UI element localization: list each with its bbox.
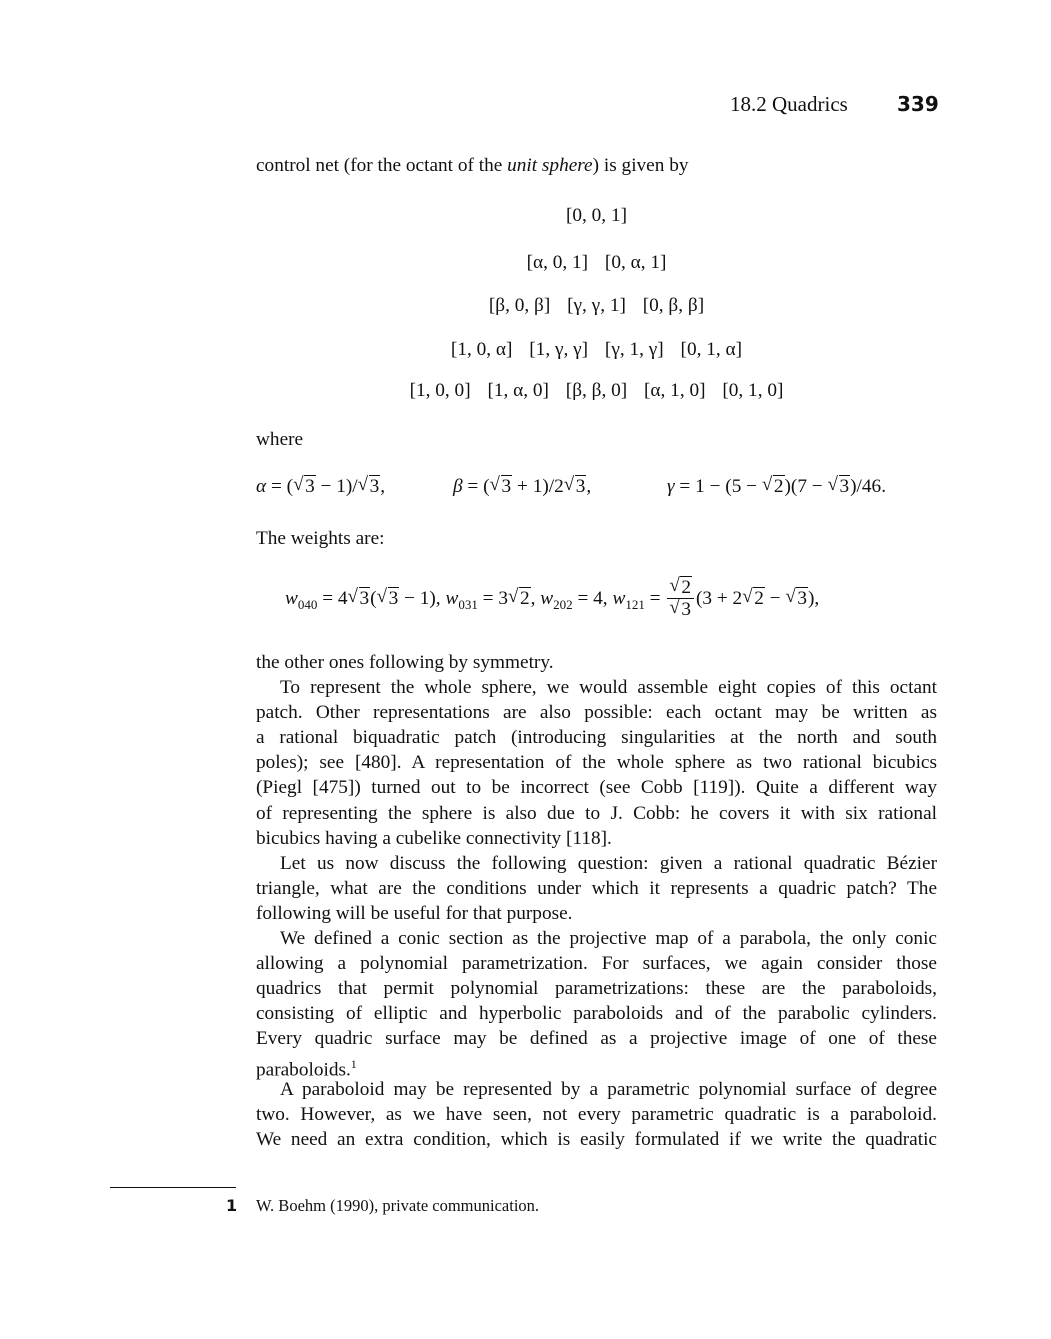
eq-text: = 1 − (5 − — [674, 476, 762, 497]
paragraph-line: Let us now discuss the following question: given a rational quadratic Bézier — [280, 852, 937, 874]
sqrt — [743, 588, 765, 610]
fraction-denominator — [667, 599, 694, 621]
sqrt — [565, 476, 587, 498]
w-symbol: w — [540, 587, 554, 609]
paragraph-line: of representing the sphere is also due to J. Cobb: he covers it with six rational — [256, 802, 937, 824]
radicand: 3 — [797, 587, 807, 609]
sqrt — [670, 599, 692, 621]
radicand: 3 — [681, 599, 691, 620]
eq-text: = — [644, 587, 666, 609]
weights-intro: The weights are: — [256, 528, 385, 549]
control-point: [β, β, 0] — [565, 380, 628, 401]
eq-text: = 4 — [317, 587, 348, 609]
eq-text: (3 + 2 — [695, 587, 743, 609]
sqrt — [670, 578, 692, 598]
paragraph-text: paraboloids. — [256, 1058, 351, 1080]
radicand: 2 — [519, 587, 530, 609]
w-symbol: w — [445, 587, 459, 609]
footnote-number: 1 — [226, 1196, 238, 1215]
paragraph-line: We need an extra condition, which is easily formulated if we write the quadratic — [256, 1128, 937, 1150]
paragraph-line: a rational biquadratic patch (introducing singularities at the north and south — [256, 727, 937, 749]
intro-line — [256, 155, 689, 177]
paragraph-line: bicubics having a cubelike connectivity [118]. — [256, 827, 612, 849]
intro-text-after: ) is given by — [592, 155, 689, 176]
alpha-symbol: α — [256, 476, 267, 497]
sqrt — [786, 588, 808, 610]
paragraph-line: triangle, what are the conditions under which it represents a quadric patch? The — [256, 877, 937, 899]
eq-text: − 1)/ — [315, 476, 358, 497]
eq-text: = ( — [266, 476, 294, 497]
control-point: [0, 1, 0] — [722, 380, 784, 401]
radicand: 2 — [754, 587, 764, 609]
beta-definition — [453, 476, 591, 498]
footnote-rule — [110, 1187, 236, 1188]
paragraph-line: two. However, as we have seen, not every parametric quadratic is a paraboloid. — [256, 1103, 937, 1125]
paragraph-line: consisting of elliptic and hyperbolic paraboloids and of the parabolic cylinders. — [256, 1003, 937, 1025]
body-text — [256, 650, 937, 1152]
w-symbol: w — [285, 587, 298, 609]
radicand: 2 — [773, 476, 784, 497]
paragraph-line: Every quadric surface may be defined as a projective image of one of these — [256, 1028, 937, 1050]
control-point: [1, 0, 0] — [409, 380, 471, 401]
control-point: [α, 0, 1] — [526, 252, 589, 273]
sqrt — [294, 476, 316, 498]
w-symbol: w — [612, 587, 626, 609]
radicand: 3 — [388, 587, 399, 609]
paragraph-line: We defined a conic section as the projective map of a parabola, the only conic — [280, 928, 937, 950]
eq-text: ), — [807, 587, 820, 609]
sqrt — [378, 588, 400, 610]
paragraph-line — [256, 1052, 937, 1080]
eq-text: + 1)/2 — [512, 476, 564, 497]
control-point: [1, α, 0] — [487, 380, 549, 401]
paragraph-line: poles); see [480]. A representation of the whole sphere as two rational bicubics — [256, 752, 937, 774]
subscript: 040 — [297, 596, 318, 612]
control-point: [γ, 1, γ] — [604, 339, 664, 360]
control-net-row-1 — [256, 205, 937, 227]
footnote-text: W. Boehm (1990), private communication. — [256, 1196, 540, 1215]
weights-equation — [285, 578, 819, 621]
radicand: 3 — [575, 476, 586, 497]
eq-text: − — [764, 587, 786, 609]
intro-emphasis: unit sphere — [507, 155, 593, 176]
page-number: 339 — [897, 92, 939, 116]
running-header-title: 18.2 Quadrics — [730, 92, 848, 116]
paragraph-line: quadrics that permit polynomial parametrizations: these are the paraboloids, — [256, 978, 937, 1000]
control-point: [0, 1, α] — [680, 339, 743, 360]
radicand: 3 — [369, 476, 380, 497]
control-net-row-4 — [256, 339, 937, 361]
sqrt — [359, 476, 381, 498]
eq-text: = ( — [462, 476, 490, 497]
radicand: 3 — [501, 476, 512, 497]
eq-text: = 3 — [477, 587, 508, 609]
radicand: 3 — [359, 587, 370, 609]
subscript: 031 — [458, 596, 478, 612]
eq-text: )(7 − — [784, 476, 828, 497]
eq-text: = 4, — [572, 587, 613, 609]
footnote-marker: 1 — [350, 1056, 357, 1071]
control-point: [α, 1, 0] — [644, 380, 706, 401]
subscript: 121 — [625, 596, 645, 612]
paragraph-line: (Piegl [475]) turned out to be incorrect (see Cobb [119]). Quite a different way — [256, 777, 937, 799]
sqrt — [509, 588, 531, 610]
radicand: 3 — [839, 476, 850, 497]
paragraph-line: following will be useful for that purpose. — [256, 902, 573, 924]
paragraph-line: allowing a polynomial parametrization. For surfaces, we again consider those — [256, 953, 937, 975]
fraction — [667, 578, 694, 621]
sqrt — [763, 476, 785, 498]
intro-text-before: control net (for the octant of the — [256, 155, 508, 176]
paragraph-line: patch. Other representations are also possible: each octant may be written as — [256, 702, 937, 724]
paragraph-line: the other ones following by symmetry. — [256, 652, 554, 673]
control-point: [β, 0, β] — [488, 295, 551, 316]
control-net-row-2 — [256, 252, 937, 274]
control-point: [0, 0, 1] — [565, 205, 628, 226]
beta-symbol: β — [453, 476, 463, 497]
eq-text: ( — [370, 587, 377, 609]
fraction-numerator — [667, 578, 694, 599]
control-net-row-3 — [256, 295, 937, 317]
eq-text: , — [380, 476, 386, 497]
radicand: 2 — [681, 577, 691, 598]
eq-text: − 1), — [399, 587, 446, 609]
sqrt — [829, 476, 851, 498]
control-point: [0, β, β] — [642, 295, 705, 316]
gamma-symbol: γ — [667, 476, 675, 497]
sqrt — [349, 588, 371, 610]
eq-text: , — [586, 476, 592, 497]
eq-text: , — [530, 587, 541, 609]
paragraph-line: A paraboloid may be represented by a parametric polynomial surface of degree — [280, 1078, 937, 1100]
control-point: [0, α, 1] — [604, 252, 667, 273]
paragraph-line: To represent the whole sphere, we would assemble eight copies of this octant — [280, 677, 937, 699]
control-point: [γ, γ, 1] — [567, 295, 626, 316]
control-point: [1, 0, α] — [450, 339, 513, 360]
radicand: 3 — [305, 476, 315, 497]
control-net-row-5 — [256, 380, 937, 402]
alpha-definition — [256, 476, 385, 498]
subscript: 202 — [553, 596, 573, 612]
control-point: [1, γ, γ] — [529, 339, 589, 360]
where-label: where — [256, 429, 304, 450]
eq-text: )/46. — [850, 476, 887, 497]
sqrt — [491, 476, 513, 498]
gamma-definition — [667, 476, 886, 498]
